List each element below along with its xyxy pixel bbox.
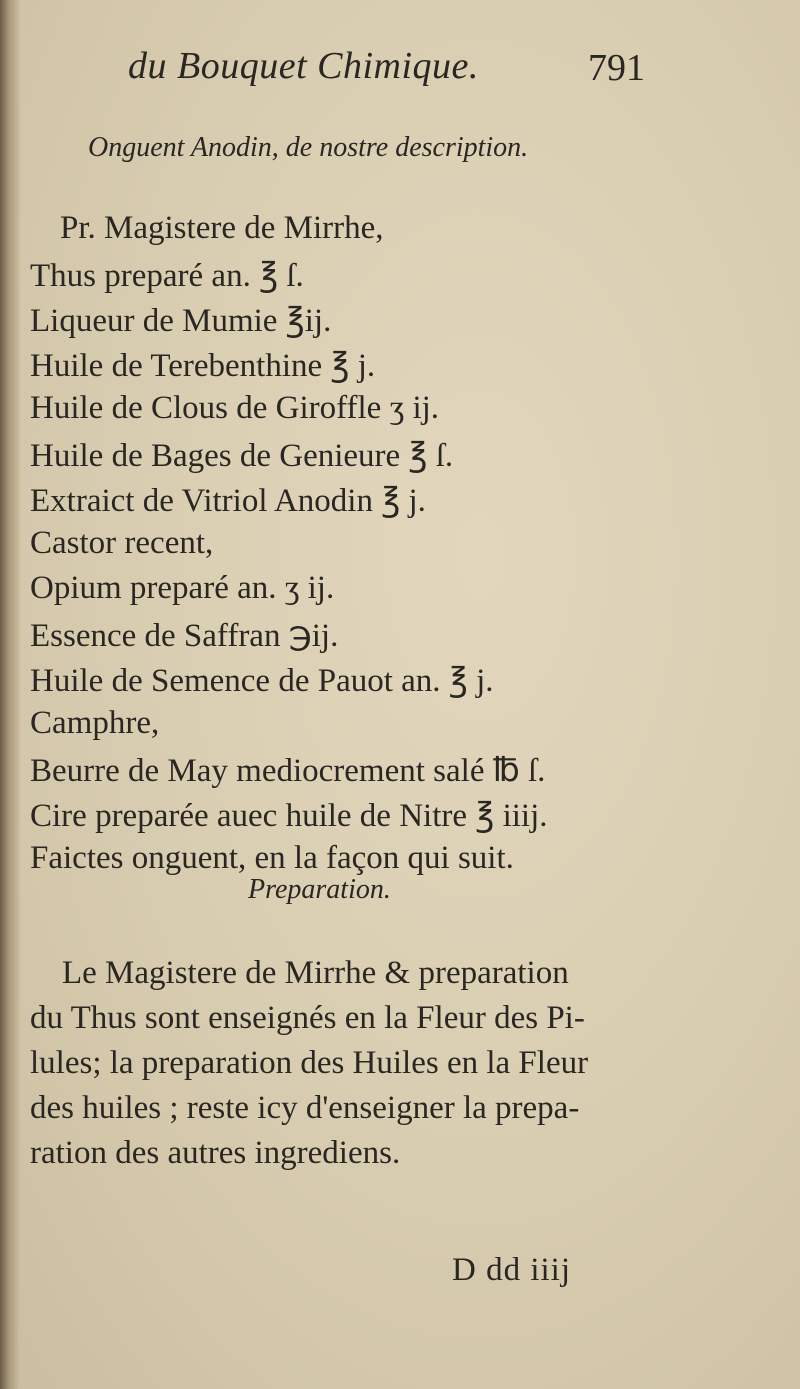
- paragraph-line: des huiles ; reste icy d'enseigner la prepa-: [30, 1090, 580, 1126]
- paragraph-line: lules; la preparation des Huiles en la Fleur: [30, 1045, 589, 1081]
- recipe-line: Huile de Bages de Genieure ℥ ſ.: [30, 438, 454, 474]
- paragraph-line: ration des autres ingrediens.: [30, 1135, 401, 1171]
- recipe-line: Extraict de Vitriol Anodin ℥ j.: [30, 483, 426, 519]
- recipe-line: Liqueur de Mumie ℥ij.: [30, 303, 332, 339]
- page-header: [0, 40, 800, 100]
- paragraph-line: Le Magistere de Mirrhe & preparation: [62, 955, 569, 991]
- recipe-line: Huile de Clous de Giroffle ʒ ij.: [30, 390, 440, 426]
- recipe-line: Castor recent,: [30, 525, 214, 561]
- page-binding-shadow: [0, 0, 20, 1389]
- recipe-line: Huile de Terebenthine ℥ j.: [30, 348, 376, 384]
- preparation-heading: Preparation.: [248, 874, 391, 905]
- paragraph-line: du Thus sont enseignés en la Fleur des Pi-: [30, 1000, 585, 1036]
- recipe-line: Beurre de May mediocrement salé ℔ ſ.: [30, 753, 546, 789]
- recipe-line: Faictes onguent, en la façon qui suit.: [30, 840, 514, 876]
- signature-mark: D dd iiij: [452, 1252, 572, 1288]
- page-number: 791: [588, 47, 645, 89]
- section-title: Onguent Anodin, de nostre description.: [88, 132, 529, 163]
- running-head: du Bouquet Chimique.: [128, 45, 479, 87]
- recipe-line: Huile de Semence de Pauot an. ℥ j.: [30, 663, 494, 699]
- recipe-line: Pr. Magistere de Mirrhe,: [60, 210, 384, 246]
- recipe-line: Camphre,: [30, 705, 160, 741]
- recipe-line: Essence de Saffran ℈ij.: [30, 618, 339, 654]
- recipe-line: Cire preparée auec huile de Nitre ℥ iiij.: [30, 798, 548, 834]
- recipe-line: Thus preparé an. ℥ ſ.: [30, 258, 304, 294]
- recipe-line: Opium preparé an. ʒ ij.: [30, 570, 335, 606]
